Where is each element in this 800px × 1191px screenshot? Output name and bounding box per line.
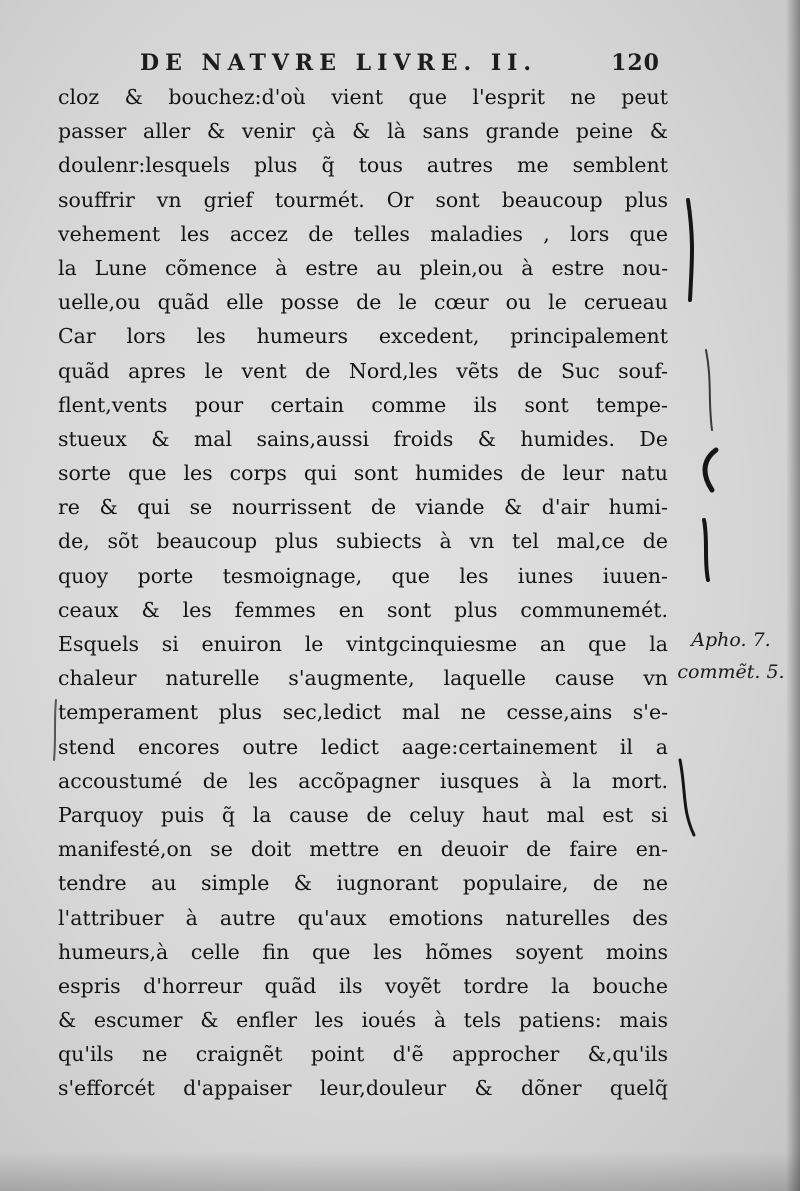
page-bottom-shadow <box>0 1151 800 1191</box>
text-line: quãd apres le vent de Nord,les vẽts de Suc souf- <box>58 358 668 383</box>
ink-bracket-mark <box>705 450 716 490</box>
text-line: quoy porte tesmoignage, que les iunes iuuen- <box>58 563 668 588</box>
margin-note-line: commẽt. 5. <box>677 661 785 683</box>
text-line: qu'ils ne craignẽt point d'ẽ approcher &,qu'ils <box>58 1042 668 1067</box>
text-line: manifesté,on se doit mettre en deuoir de faire en- <box>58 837 668 862</box>
running-head-title: DE NATVRE LIVRE. II. <box>140 50 538 76</box>
text-line: stueux & mal sains,aussi froids & humides. De <box>58 426 668 451</box>
text-line: vehement les accez de telles maladies , lors que <box>58 221 668 246</box>
text-line: temperament plus sec,ledict mal ne cesse,ains s'e- <box>58 700 668 725</box>
ink-bracket-mark <box>54 700 56 760</box>
margin-note-line: Apho. 7. <box>691 629 771 651</box>
text-line: & escumer & enfler les ioués à tels patiens: mais <box>58 1008 668 1033</box>
text-line: uelle,ou quãd elle posse de le cœur ou le cerueau <box>58 290 668 315</box>
text-line: espris d'horreur quãd ils voyẽt tordre la bouche <box>58 973 668 998</box>
ink-bracket-mark <box>706 350 712 430</box>
page-number: 120 <box>611 50 660 76</box>
text-line: cloz & bouchez:d'où vient que l'esprit ne peut <box>58 85 668 109</box>
text-line: stend encores outre ledict aage:certainement il a <box>58 734 668 759</box>
text-line: Parquoy puis q̃ la cause de celuy haut mal est si <box>58 802 668 827</box>
text-line: chaleur naturelle s'augmente, laquelle cause vn <box>58 666 668 691</box>
text-line: la Lune cõmence à estre au plein,ou à estre nou- <box>58 255 668 280</box>
text-line: Car lors les humeurs excedent, principalement <box>58 324 668 349</box>
ink-bracket-mark <box>688 200 692 300</box>
ink-bracket-mark <box>680 760 694 835</box>
text-line: l'attribuer à autre qu'aux emotions naturelles des <box>58 905 668 930</box>
text-line: tendre au simple & iugnorant populaire, de ne <box>58 871 668 896</box>
text-line: sorte que les corps qui sont humides de leur natu <box>58 461 668 486</box>
text-line: flent,vents pour certain comme ils sont tempe- <box>58 392 668 417</box>
text-line: de, sõt beaucoup plus subiects à vn tel mal,ce de <box>58 529 668 554</box>
text-line: Esquels si enuiron le vintgcinquiesme an que la <box>58 632 668 656</box>
text-line: re & qui se nourrissent de viande & d'air humi- <box>58 495 668 520</box>
text-line: passer aller & venir çà & là sans grande peine & <box>58 119 668 144</box>
text-line: doulenr:lesquels plus q̃ tous autres me semblent <box>58 153 668 178</box>
text-line: s'efforcét d'appaiser leur,douleur & dõner quelq̃ <box>58 1076 668 1101</box>
text-line: humeurs,à celle fin que les hõmes soyent moins <box>58 939 668 964</box>
text-line: accoustumé de les accõpagner iusques à la mort. <box>58 768 668 793</box>
text-line: souffrir vn grief tourmét. Or sont beaucoup plus <box>58 187 668 212</box>
text-line: ceaux & les femmes en sont plus communemét. <box>58 597 668 622</box>
page-edge-shadow <box>786 0 800 1191</box>
ink-bracket-mark <box>704 520 708 580</box>
